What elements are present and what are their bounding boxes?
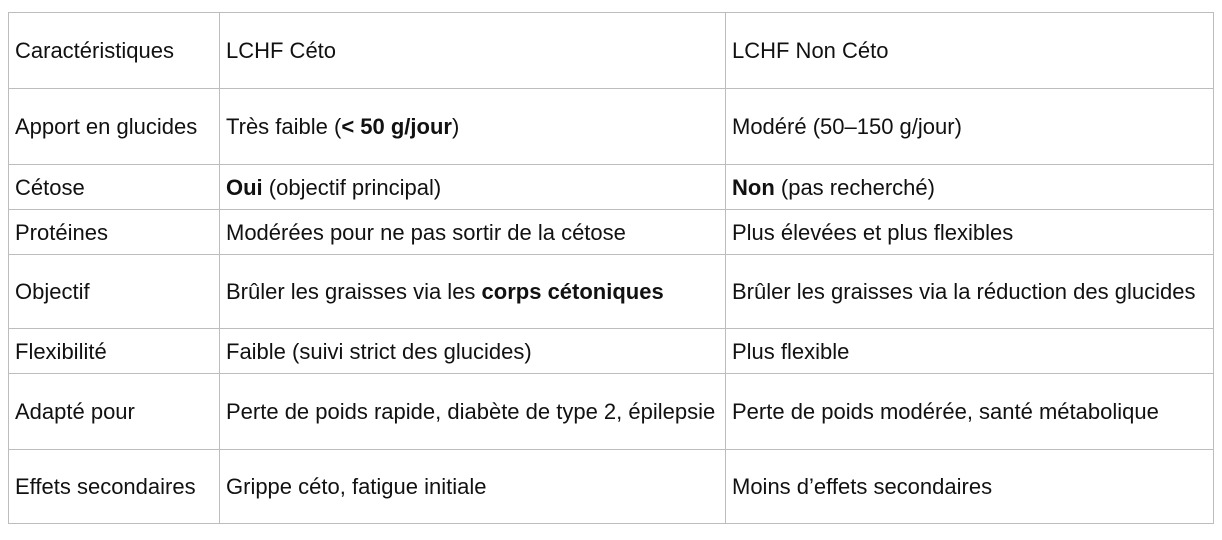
table-row bbox=[9, 450, 1214, 524]
nonketo-text-end: (pas recherché) bbox=[774, 174, 935, 200]
row-label-cell bbox=[9, 450, 220, 524]
keto-cell bbox=[220, 165, 726, 210]
keto-text: Modérées pour ne pas sortir de la cétose bbox=[226, 219, 626, 245]
row-label: Objectif bbox=[15, 279, 90, 304]
nonketo-cell bbox=[726, 374, 1214, 450]
nonketo-cell bbox=[726, 255, 1214, 329]
row-label-cell bbox=[9, 89, 220, 165]
table-row bbox=[9, 165, 1214, 210]
keto-bold-text: corps cétoniques bbox=[481, 279, 664, 304]
nonketo-cell bbox=[726, 450, 1214, 524]
row-label: Cétose bbox=[15, 174, 85, 200]
row-label-cell bbox=[9, 255, 220, 329]
keto-text-end: (objectif principal) bbox=[262, 174, 442, 200]
keto-bold-text: Oui bbox=[226, 174, 263, 200]
header-characteristics-text: Caractéristiques bbox=[15, 38, 174, 63]
keto-cell bbox=[220, 89, 726, 165]
header-row bbox=[9, 13, 1214, 89]
table-row bbox=[9, 210, 1214, 255]
row-label: Adapté pour bbox=[15, 399, 135, 424]
keto-cell bbox=[220, 450, 726, 524]
keto-cell bbox=[220, 255, 726, 329]
nonketo-text: Plus élevées et plus flexibles bbox=[732, 219, 1014, 245]
nonketo-cell bbox=[726, 89, 1214, 165]
header-keto-text: LCHF Céto bbox=[226, 38, 337, 63]
table-row bbox=[9, 374, 1214, 450]
nonketo-text: Brûler les graisses via la réduction des glucides bbox=[732, 279, 1196, 304]
nonketo-cell bbox=[726, 165, 1214, 210]
nonketo-text: Moins d’effets secondaires bbox=[732, 474, 993, 499]
nonketo-text: Plus flexible bbox=[732, 338, 850, 364]
row-label: Apport en glucides bbox=[15, 114, 198, 139]
header-cell-characteristics bbox=[9, 13, 220, 89]
nonketo-cell bbox=[726, 210, 1214, 255]
table-row bbox=[9, 329, 1214, 374]
keto-cell bbox=[220, 374, 726, 450]
header-cell-keto bbox=[220, 13, 726, 89]
keto-text-end: ) bbox=[451, 114, 460, 139]
nonketo-text: Perte de poids modérée, santé métabolique bbox=[732, 399, 1159, 424]
keto-text: Grippe céto, fatigue initiale bbox=[226, 474, 487, 499]
keto-cell bbox=[220, 210, 726, 255]
row-label-cell bbox=[9, 329, 220, 374]
keto-bold-text: < 50 g/jour bbox=[341, 114, 452, 139]
table-row bbox=[9, 89, 1214, 165]
row-label-cell bbox=[9, 165, 220, 210]
row-label: Protéines bbox=[15, 219, 108, 245]
header-cell-nonketo bbox=[726, 13, 1214, 89]
keto-text: Très faible ( bbox=[226, 114, 342, 139]
nonketo-cell bbox=[726, 329, 1214, 374]
keto-text: Perte de poids rapide, diabète de type 2, épilepsie bbox=[226, 399, 716, 424]
header-nonketo-text: LCHF Non Céto bbox=[732, 38, 889, 63]
nonketo-bold-text: Non bbox=[732, 174, 775, 200]
row-label: Effets secondaires bbox=[15, 474, 196, 499]
nonketo-text: Modéré (50–150 g/jour) bbox=[732, 114, 962, 139]
row-label-cell bbox=[9, 374, 220, 450]
keto-text: Faible (suivi strict des glucides) bbox=[226, 338, 532, 364]
keto-cell bbox=[220, 329, 726, 374]
row-label-cell bbox=[9, 210, 220, 255]
row-label: Flexibilité bbox=[15, 338, 107, 364]
keto-text: Brûler les graisses via les bbox=[226, 279, 482, 304]
table-row bbox=[9, 255, 1214, 329]
comparison-table bbox=[8, 12, 1214, 524]
